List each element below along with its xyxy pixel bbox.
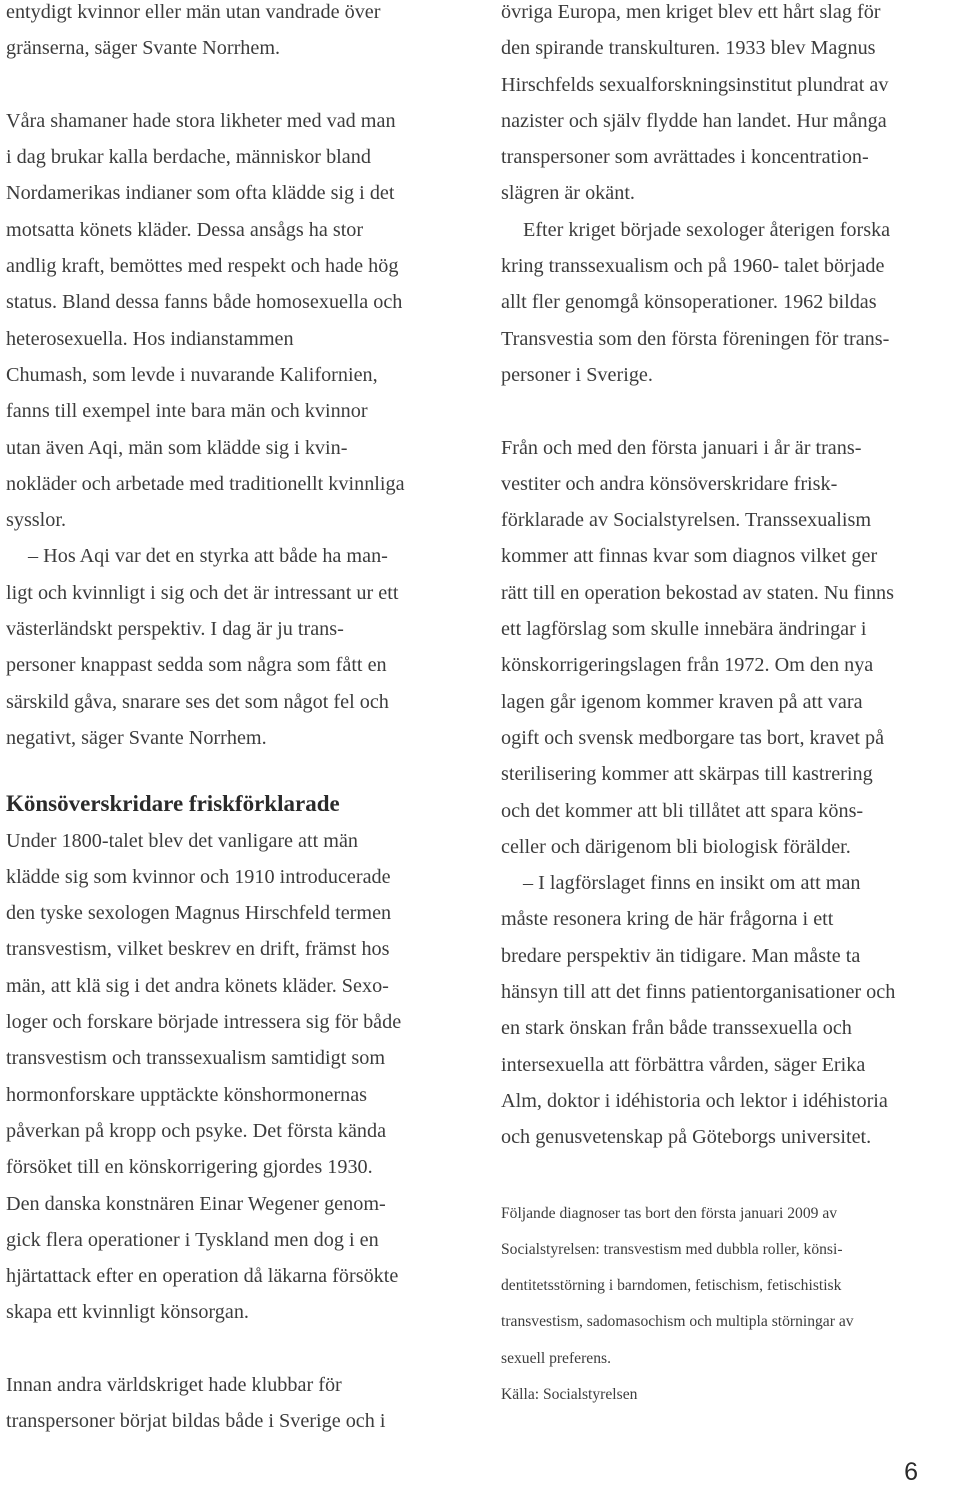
paragraph-europe xyxy=(501,0,960,393)
text-line: en stark önskan från både transsexuella och xyxy=(501,1017,852,1040)
fact-box-line: Socialstyrelsen: transvestism med dubbla roller, könsi- xyxy=(501,1240,843,1258)
text-line: – I lagförslaget finns en insikt om att man xyxy=(523,872,861,895)
fact-box-line: dentitetsstörning i barndomen, fetischism, fetischistisk xyxy=(501,1277,842,1295)
text-line: transpersoner som avrättades i koncentration- xyxy=(501,146,869,169)
section-heading: Könsöverskridare friskförklarade xyxy=(6,791,340,817)
fact-box-line: transvestism, sadomasochism och multipla störningar av xyxy=(501,1313,854,1331)
text-line: slägren är okänt. xyxy=(501,182,635,205)
text-line: övriga Europa, men kriget blev ett hårt slag för xyxy=(501,1,881,23)
text-line: Efter kriget började sexologer återigen forska xyxy=(523,218,891,241)
text-line: motsatta könets kläder. Dessa ansågs ha stor xyxy=(6,218,364,241)
text-line: Våra shamaner hade stora likheter med vad man xyxy=(6,109,396,132)
text-line: vestiter och andra könsöverskridare frisk- xyxy=(501,472,838,495)
text-line: Den danska konstnären Einar Wegener genom- xyxy=(6,1192,386,1215)
text-line: män, att klä sig i det andra könets kläder. Sexo- xyxy=(6,974,389,997)
text-line: personer knappast sedda som några som fått en xyxy=(6,654,387,677)
text-line: och genusvetenskap på Göteborgs universitet. xyxy=(501,1126,872,1149)
text-line: heterosexuella. Hos indianstammen xyxy=(6,327,294,350)
text-line: hjärtattack efter en operation då läkarna försökte xyxy=(6,1265,399,1288)
text-line: hänsyn till att det finns patientorganisationer och xyxy=(501,981,896,1004)
text-line: nazister och själv flydde han landet. Hur många xyxy=(501,109,887,132)
text-line: sysslor. xyxy=(6,509,67,532)
text-line: ett lagförslag som skulle innebära ändringar i xyxy=(501,618,867,641)
text-line: – Hos Aqi var det en styrka att både ha man- xyxy=(28,545,388,568)
text-line: västerländskt perspektiv. I dag är ju trans- xyxy=(6,618,344,641)
text-line: Chumash, som levde i nuvarande Kalifornien, xyxy=(6,363,378,386)
text-line: hormonforskare upptäckte könshormonernas xyxy=(6,1083,368,1106)
text-line: ogift och svensk medborgare tas bort, kravet på xyxy=(501,726,885,749)
text-line: allt fler genomgå könsoperationer. 1962 bildas xyxy=(501,291,877,314)
text-line: klädde sig som kvinnor och 1910 introducerade xyxy=(6,865,391,888)
text-line: Från och med den första januari i år är trans- xyxy=(501,436,862,459)
text-line: Transvestia som den första föreningen för trans- xyxy=(501,327,890,350)
fact-box xyxy=(501,1196,960,1414)
text-line: särskild gåva, snarare ses det som något fel och xyxy=(6,690,389,713)
left-column xyxy=(6,0,472,1440)
text-line: gränserna, säger Svante Norrhem. xyxy=(6,37,281,60)
text-line: bredare perspektiv än tidigare. Man måste ta xyxy=(501,944,861,967)
text-line: transvestism och transsexualism samtidigt som xyxy=(6,1047,386,1070)
text-line: utan även Aqi, män som klädde sig i kvin- xyxy=(6,436,348,459)
text-line: Under 1800-talet blev det vanligare att män xyxy=(6,829,359,852)
text-line: rätt till en operation bekostad av staten. Nu finns xyxy=(501,581,894,604)
text-line: andlig kraft, bemöttes med respekt och hade hög xyxy=(6,255,399,278)
paragraph-intro-end xyxy=(6,0,472,67)
text-line: kommer att finnas kvar som diagnos vilket ger xyxy=(501,545,878,568)
fact-box-line: Följande diagnoser tas bort den första januari 2009 av xyxy=(501,1204,838,1222)
text-line: intersexuella att förbättra vården, säger Erika xyxy=(501,1053,866,1076)
text-line: lagen går igenom kommer kraven på att vara xyxy=(501,690,863,713)
text-line: påverkan på kropp och psyke. Det första kända xyxy=(6,1119,387,1142)
text-line: förklarade av Socialstyrelsen. Transsexualism xyxy=(501,509,872,532)
text-line: entydigt kvinnor eller män utan vandrade över xyxy=(6,1,381,23)
text-line: den tyske sexologen Magnus Hirschfeld termen xyxy=(6,902,392,925)
text-line: sterilisering kommer att skärpas till kastrering xyxy=(501,763,873,786)
text-line: kring transsexualism och på 1960- talet började xyxy=(501,255,885,278)
text-line: och det kommer att bli tillåtet att spara köns- xyxy=(501,799,864,822)
right-column xyxy=(501,0,960,1413)
paragraph-clubs xyxy=(6,1367,472,1440)
text-line: fanns till exempel inte bara män och kvinnor xyxy=(6,400,368,423)
text-line: status. Bland dessa fanns både homosexuella och xyxy=(6,291,403,314)
fact-box-source: Källa: Socialstyrelsen xyxy=(501,1385,638,1403)
text-line: skapa ett kvinnligt könsorgan. xyxy=(6,1301,249,1324)
text-line: Nordamerikas indianer som ofta klädde sig i det xyxy=(6,182,395,205)
fact-box-line: sexuell preferens. xyxy=(501,1349,611,1367)
text-line: transpersoner börjat bildas både i Sverige och i xyxy=(6,1410,386,1433)
text-line: könskorrigeringslagen från 1972. Om den nya xyxy=(501,654,874,677)
text-line: transvestism, vilket beskrev en drift, främst hos xyxy=(6,938,390,961)
page-number: 6 xyxy=(904,1458,918,1486)
text-line: i dag brukar kalla berdache, människor bland xyxy=(6,146,371,169)
text-line: ligt och kvinnligt i sig och det är intressant ur ett xyxy=(6,581,399,604)
text-line: negativt, säger Svante Norrhem. xyxy=(6,726,267,749)
text-line: den spirande transkulturen. 1933 blev Magnus xyxy=(501,37,876,60)
text-line: personer i Sverige. xyxy=(501,363,653,386)
text-line: måste resonera kring de här frågorna i ett xyxy=(501,908,834,931)
text-line: gick flera operationer i Tyskland men dog i en xyxy=(6,1228,379,1251)
text-line: Innan andra världskriget hade klubbar för xyxy=(6,1373,342,1396)
paragraph-socialstyrelsen xyxy=(501,430,960,1156)
paragraph-1800s xyxy=(6,823,472,1331)
text-line: celler och därigenom bli biologisk förälder. xyxy=(501,835,851,858)
text-line: Hirschfelds sexualforskningsinstitut plundrat av xyxy=(501,73,889,96)
text-line: loger och forskare började intressera sig för både xyxy=(6,1011,402,1034)
text-line: försöket till en könskorrigering gjordes 1930. xyxy=(6,1156,373,1179)
text-line: Alm, doktor i idéhistoria och lektor i idéhistoria xyxy=(501,1089,888,1112)
text-line: nokläder och arbetade med traditionellt kvinnliga xyxy=(6,472,405,495)
paragraph-shamans xyxy=(6,103,472,756)
